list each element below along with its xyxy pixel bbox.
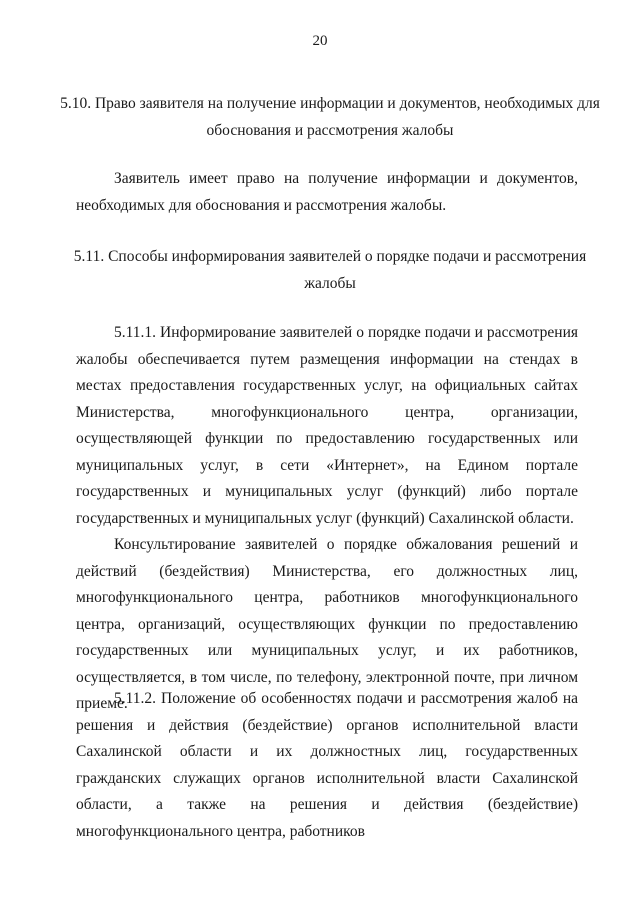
section-5-11-consultation-paragraph: Консультирование заявителей о порядке обжалования решений и действий (бездействия) Министерства, его должностных лиц, многофункционального центра, работников многофункционального центра, организаций, осуществляющих функции по предоставлению государственных или муниципальных услуг, и их работников, осуществляется, в том числе, по телефону, электронной почте, при личном приеме. [76,536,578,712]
section-5-11-heading: 5.11. Способы информирования заявителей о порядке подачи и рассмотрения жалобы [73,248,587,292]
page-number: 20 [312,33,328,49]
section-5-10-paragraph: Заявитель имеет право на получение информации и документов, необходимых для обоснования и рассмотрения жалобы. [76,170,578,214]
section-5-11-1-paragraph: 5.11.1. Информирование заявителей о порядке подачи и рассмотрения жалобы обеспечивается путем размещения информации на стендах в местах предоставления государственных услуг, на официальных сайтах Министерства, многофункционального центра, организации, осуществляющей функции по предоставлению государственных или муниципальных услуг, в сети «Интернет», на Едином портале государственных и муниципальных услуг (функций) либо портале государственных и муниципальных услуг (функций) Сахалинской области. [76,324,578,527]
section-5-11-2-paragraph: 5.11.2. Положение об особенностях подачи и рассмотрения жалоб на решения и действия (бездействие) органов исполнительной власти Сахалинской области и их должностных лиц, государственных гражданских служащих органов исполнительной власти Сахалинской области, а также на решения и действия (бездействие) многофункционального центра, работников [76,690,578,840]
section-5-10-heading: 5.10. Право заявителя на получение информации и документов, необходимых для обоснования и рассмотрения жалобы [60,95,600,139]
